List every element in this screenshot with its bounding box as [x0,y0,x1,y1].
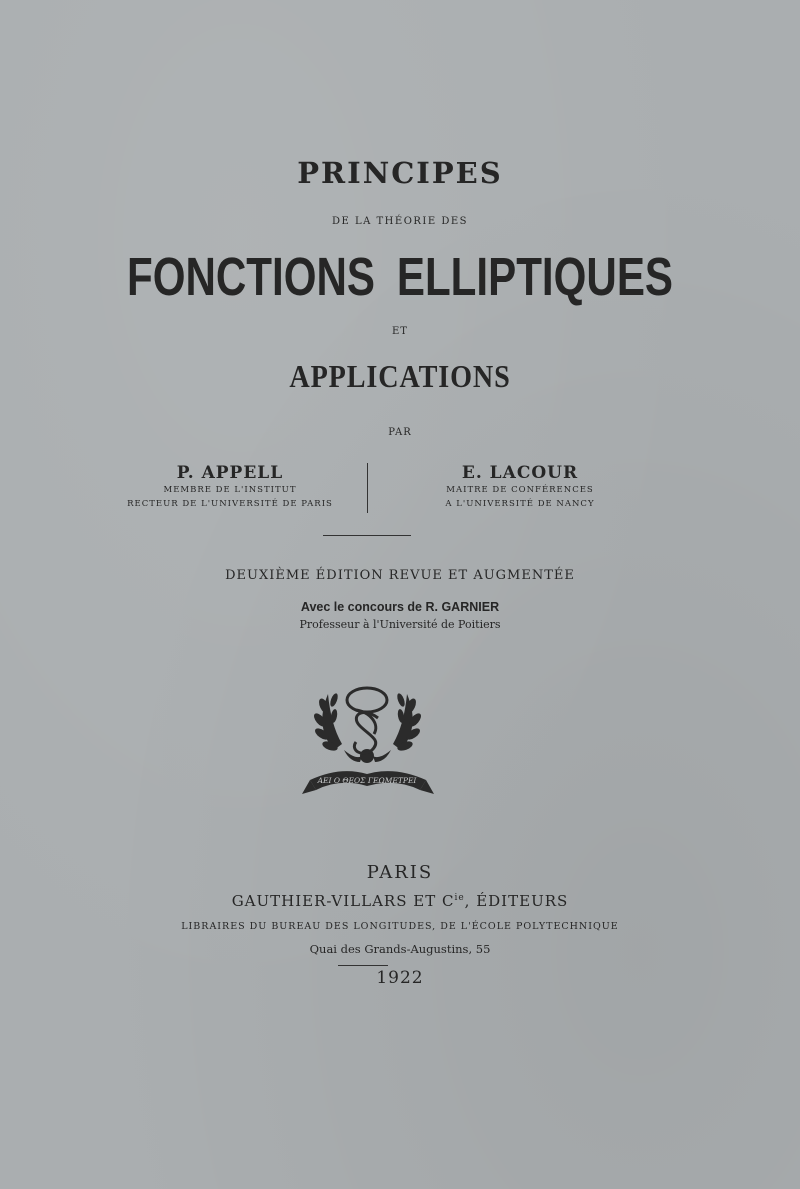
contributor-role: Professeur à l'Université de Poitiers [299,618,501,631]
imprint-publisher [0,892,800,910]
year-rule [338,965,388,966]
imprint-year: 1922 [376,968,424,988]
author-name: E. LACOUR [461,463,579,483]
title-main-part2: ELLIPTIQUES [396,247,674,307]
publisher-name: GAUTHIER-VILLARS ET C [231,892,455,910]
imprint-address: Quai des Grands-Augustins, 55 [309,942,491,956]
edition-line: DEUXIÈME ÉDITION REVUE ET AUGMENTÉE [225,568,575,583]
publisher-monogram-emblem-icon [300,670,435,810]
author-role: MEMBRE DE L'INSTITUT [163,485,297,495]
title-main [88,246,712,308]
imprint-city: PARIS [366,862,434,883]
contributor-line: Avec le concours de R. GARNIER [300,600,500,614]
author-role: A L'UNIVERSITÉ DE NANCY [445,499,595,509]
author-appell [110,463,350,511]
author-divider [367,463,368,513]
by-label: PAR [388,427,412,438]
title-subline: DE LA THÉORIE DES [331,216,469,227]
author-lacour [400,463,640,511]
title-principes: PRINCIPES [297,156,503,190]
title-main-part1: FONCTIONS [126,247,376,307]
author-name: P. APPELL [176,463,284,483]
section-rule [323,535,411,536]
emblem-motto: ΑΕΙ Ο ΘΕΟΣ ΓΕΩΜΕΤΡΕΙ [317,776,417,785]
author-role: MAITRE DE CONFÉRENCES [446,485,594,495]
imprint-libraires: LIBRAIRES DU BUREAU DES LONGITUDES, DE L'ÉCOLE POLYTECHNIQUE [181,921,619,932]
title-conjunction: ET [392,326,408,337]
title-applications: APPLICATIONS [289,358,511,394]
publisher-superscript: ie [454,893,465,903]
author-role: RECTEUR DE L'UNIVERSITÉ DE PARIS [127,499,333,509]
publisher-suffix: , ÉDITEURS [464,892,569,910]
